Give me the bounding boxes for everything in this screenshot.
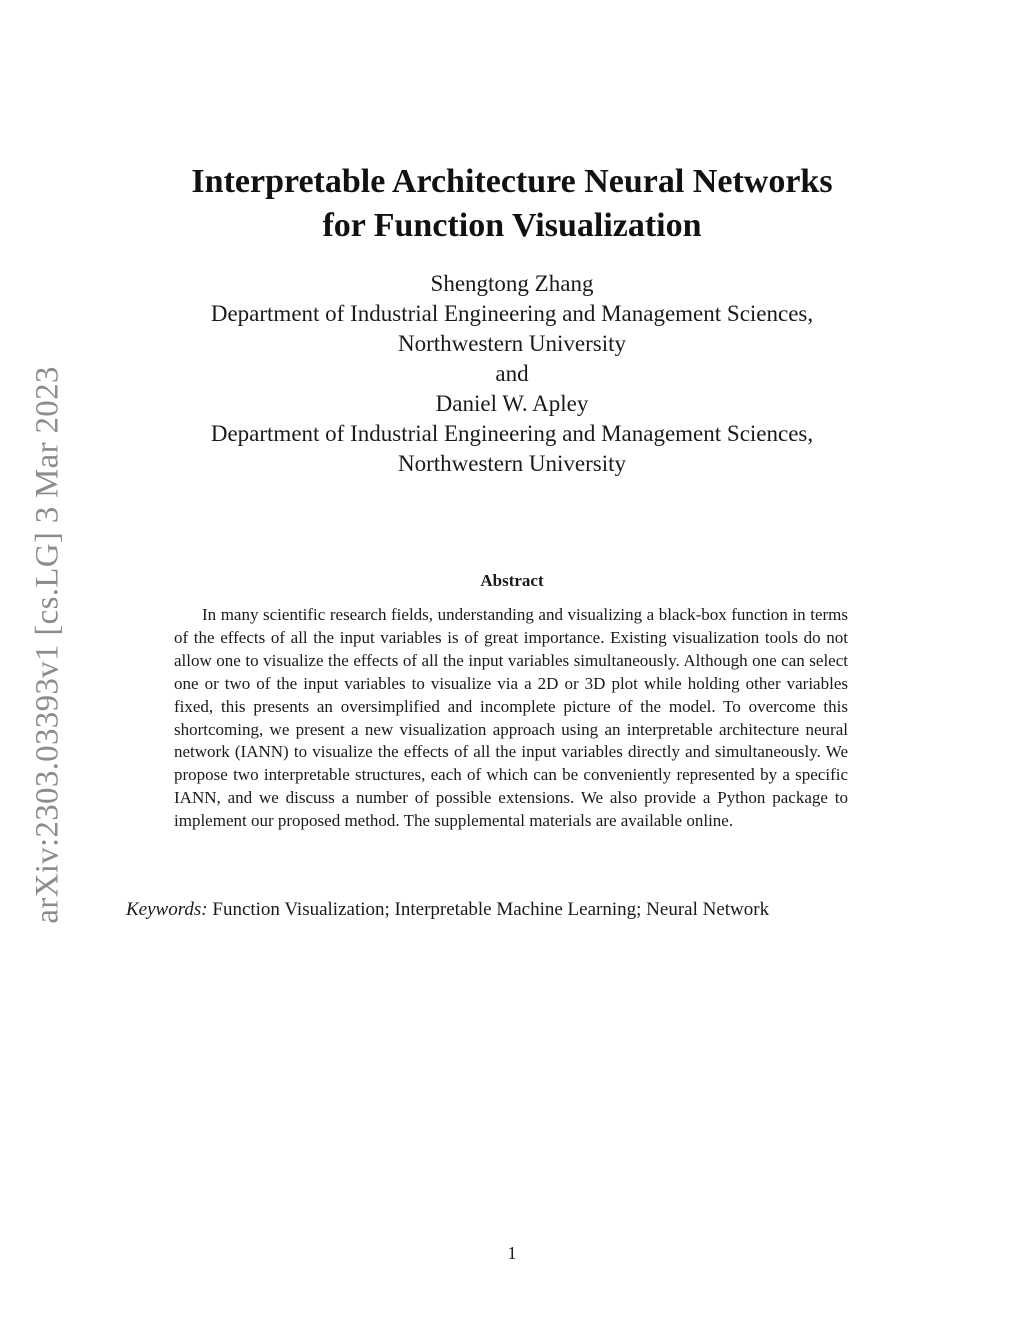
keywords-line (126, 898, 866, 922)
author-1-department: Department of Industrial Engineering and Management Sciences, (210, 301, 814, 326)
abstract-text: In many scientific research fields, understanding and visualizing a black-box function in terms of the effects of all the input variables is of great importance. Existing visualization tools do not allow one to visualize the effects of all the input variables simultaneously. Although one can select one or two of the input variables to visualize via a 2D or 3D plot while holding other variables fixed, this presents an oversimplified and incomplete picture of the model. To overcome this shortcoming, we present a new visualization approach using an interpretable architecture neural network (IANN) to visualize the effects of all the input variables directly and simultaneously. We propose two interpretable structures, each of which can be conveniently represented by a specific IANN, and we discuss a number of possible extensions. We also provide a Python package to implement our proposed method. The supplemental materials are available online. (174, 605, 848, 831)
author-2-name: Daniel W. Apley (435, 391, 589, 416)
page-number: 1 (507, 1243, 517, 1263)
author-2-university: Northwestern University (397, 451, 627, 476)
paper-title (0, 160, 1024, 248)
author-1-name: Shengtong Zhang (430, 271, 594, 296)
author-block (0, 269, 1024, 479)
author-conjunction: and (495, 361, 529, 386)
arxiv-identifier-stamp: arXiv:2303.03393v1 [cs.LG] 3 Mar 2023 (29, 366, 66, 924)
abstract-heading: Abstract (480, 571, 544, 590)
author-2-department: Department of Industrial Engineering and Management Sciences, (210, 421, 814, 446)
keywords-text: Function Visualization; Interpretable Machine Learning; Neural Network (212, 899, 770, 920)
paper-title-line-2: for Function Visualization (322, 207, 702, 244)
keywords-label: Keywords: (126, 899, 208, 920)
paper-title-line-1: Interpretable Architecture Neural Networks (191, 163, 833, 200)
author-1-university: Northwestern University (397, 331, 627, 356)
